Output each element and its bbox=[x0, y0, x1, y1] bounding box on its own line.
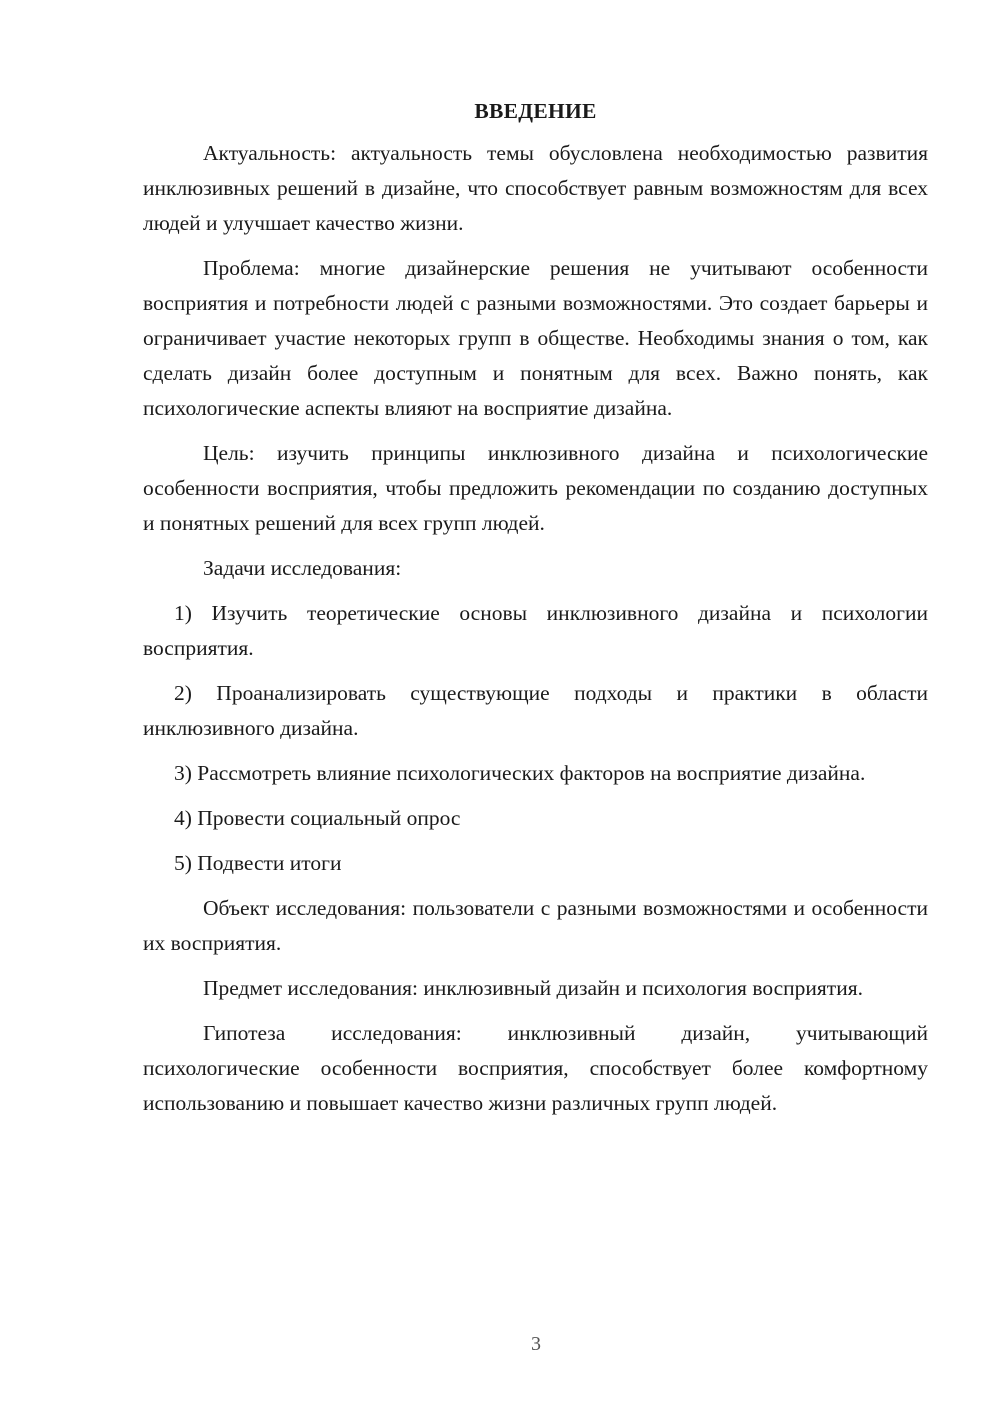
paragraph-object: Объект исследования: пользователи с разными возможностями и особенности их восприятия. bbox=[143, 896, 928, 955]
list-item-task-3: 3) Рассмотреть влияние психологических факторов на восприятие дизайна. bbox=[174, 761, 866, 785]
paragraph-hypothesis: Гипотеза исследования: инклюзивный дизайн, учитывающий психологические особенности восприятия, способствует более комфортному использованию и повышает качество жизни различных групп людей. bbox=[143, 1021, 928, 1115]
list-item-task-4: 4) Провести социальный опрос bbox=[174, 806, 461, 830]
page-title: ВВЕДЕНИЕ bbox=[474, 99, 597, 123]
tasks-heading: Задачи исследования: bbox=[203, 556, 402, 580]
list-item-task-2: 2) Проанализировать существующие подходы и практики в области инклюзивного дизайна. bbox=[143, 681, 928, 740]
page-number: 3 bbox=[531, 1333, 541, 1355]
document-page bbox=[143, 96, 928, 1121]
list-item-task-5: 5) Подвести итоги bbox=[174, 851, 342, 875]
paragraph-goal: Цель: изучить принципы инклюзивного дизайна и психологические особенности восприятия, чтобы предложить рекомендации по созданию доступных и понятных решений для всех групп людей. bbox=[143, 441, 928, 535]
paragraph-problem: Проблема: многие дизайнерские решения не учитывают особенности восприятия и потребности людей с разными возможностями. Это создает барьеры и ограничивает участие некоторых групп в обществе. Необходимы знания о том, как сделать дизайн более доступным и понятным для всех. Важно понять, как психологические аспекты влияют на восприятие дизайна. bbox=[143, 256, 928, 420]
paragraph-relevance: Актуальность: актуальность темы обусловлена необходимостью развития инклюзивных решений в дизайне, что способствует равным возможностям для всех людей и улучшает качество жизни. bbox=[143, 141, 928, 235]
paragraph-subject: Предмет исследования: инклюзивный дизайн и психология восприятия. bbox=[203, 976, 863, 1000]
list-item-task-1: 1) Изучить теоретические основы инклюзивного дизайна и психологии восприятия. bbox=[143, 601, 928, 660]
